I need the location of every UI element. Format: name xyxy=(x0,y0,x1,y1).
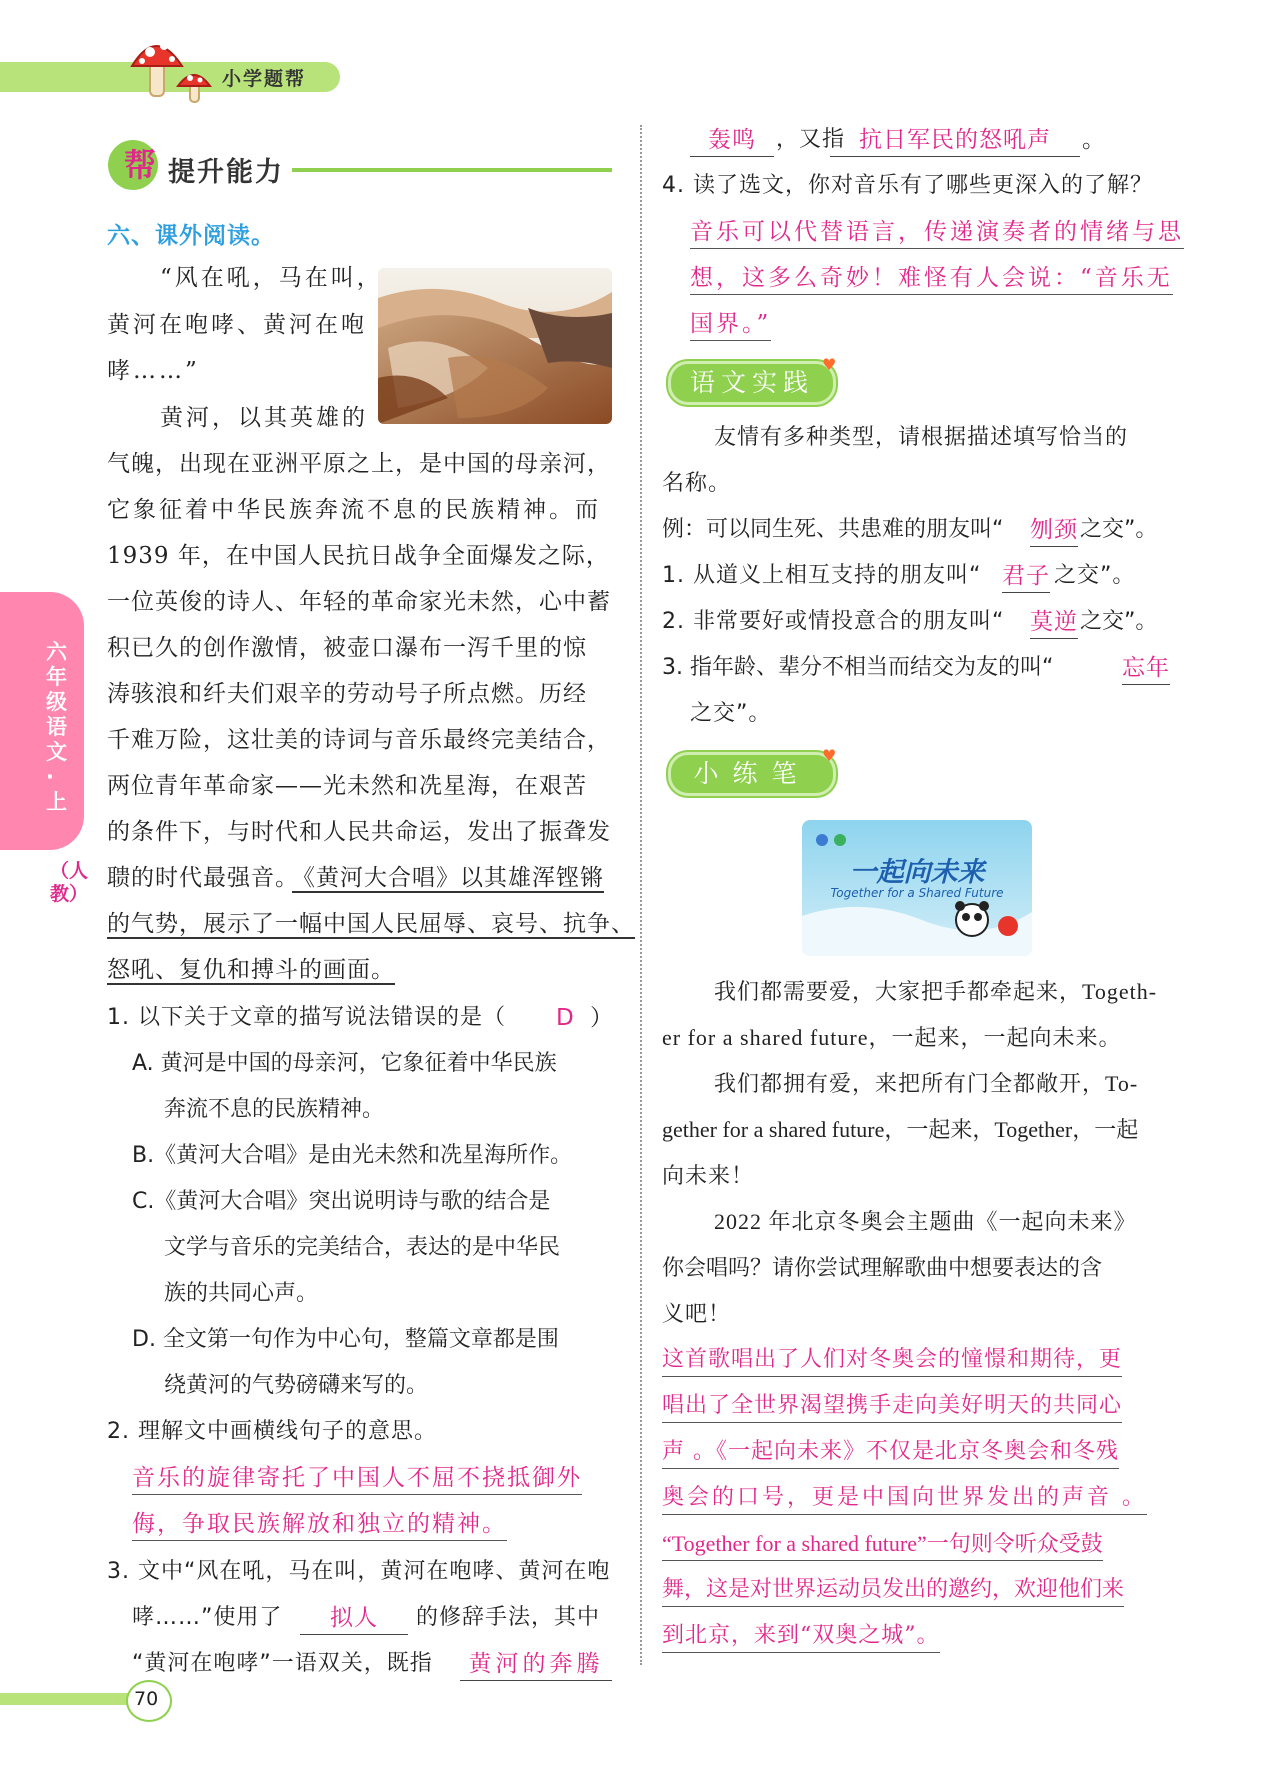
practice-item-answer: 君子 xyxy=(1002,560,1050,593)
practice-item-end: 之交”。 xyxy=(1080,609,1158,634)
writing-answer: 声 。《一起向未来》不仅是北京冬奥会和冬残 xyxy=(662,1436,1119,1469)
q1-option-b: B.《黄河大合唱》是由光未然和冼星海所作。 xyxy=(132,1143,573,1168)
reading-line: 两位青年革命家——光未然和冼星海，在艰苦 xyxy=(107,773,587,799)
q3-blank-meaning2: 抗日军民的怒吼声 xyxy=(830,124,1080,157)
reading-line: 一位英俊的诗人、年轻的革命家光未然，心中蓄 xyxy=(107,589,611,615)
column-divider xyxy=(640,125,642,1665)
practice-example-answer: 刎颈 xyxy=(1030,514,1078,547)
writing-prompt: 2022 年北京冬奥会主题曲《一起向未来》 xyxy=(714,1209,1137,1234)
q3-line: ，又指 xyxy=(776,127,846,152)
q3-line: “黄河在咆哮”一语双关，既指 xyxy=(132,1651,433,1676)
reading-line: 哮……” xyxy=(107,358,200,384)
q3-line: 3. 文中“风在吼，马在叫，黄河在咆哮、黄河在咆 xyxy=(107,1559,611,1584)
reading-heading: 六、课外阅读。 xyxy=(107,223,275,249)
reading-line: 黄河在咆哮、黄河在咆 xyxy=(107,312,367,338)
q3-line: 哮……”使用了 xyxy=(132,1605,283,1630)
practice-item-end: 之交”。 xyxy=(1054,563,1136,588)
lyrics-line: 我们都需要爱，大家把手都牵起来，Togeth- xyxy=(714,979,1158,1004)
practice-example-end: 之交”。 xyxy=(1080,517,1158,542)
q3-blank-meaning1: 黄河的奔腾 xyxy=(460,1648,612,1681)
lyrics-line: er for a shared future，一起来，一起向未来。 xyxy=(662,1025,1122,1050)
q1-option-a: 奔流不息的民族精神。 xyxy=(164,1097,385,1122)
reading-line: 千难万险，这壮美的诗词与音乐最终完美结合， xyxy=(107,727,611,753)
reading-line: 黄河，以其英雄的 xyxy=(160,405,368,431)
q1-option-d: D. 全文第一句作为中心句，整篇文章都是围 xyxy=(132,1327,559,1352)
reading-line: 涛骇浪和纤夫们艰辛的劳动号子所点燃。历经 xyxy=(107,681,587,707)
side-tab-edition: （人教） xyxy=(50,860,89,905)
writing-answer: 唱出了全世界渴望携手走向美好明天的共同心 xyxy=(662,1390,1122,1423)
practice-intro: 友情有多种类型，请根据描述填写恰当的 xyxy=(714,425,1129,450)
brand-label: 小学题帮 xyxy=(222,68,307,90)
section-badge-char: 帮 xyxy=(124,146,157,184)
yellow-river-photo xyxy=(378,268,612,424)
q1-stem: 1. 以下关于文章的描写说法错误的是（ xyxy=(107,1005,506,1030)
q3-blank-meaning1-cont: 轰鸣 xyxy=(690,124,774,157)
practice-example: 例：可以同生死、共患难的朋友叫“ xyxy=(662,517,1004,542)
section-title: 提升能力 xyxy=(168,157,284,188)
heart-icon: ♥ xyxy=(822,746,837,765)
q1-option-c: 文学与音乐的完美结合，表达的是中华民 xyxy=(164,1235,561,1260)
q3-line-end: 。 xyxy=(1082,127,1106,153)
practice-item-answer: 莫逆 xyxy=(1030,606,1078,639)
writing-answer: 到北京，来到“双奥之城”。 xyxy=(662,1620,940,1653)
writing-answer: “Together for a shared future”一句则令听众受鼓 xyxy=(662,1528,1103,1561)
q1-option-c: 族的共同心声。 xyxy=(164,1281,319,1306)
writing-answer: 这首歌唱出了人们对冬奥会的憧憬和期待，更 xyxy=(662,1344,1122,1377)
lyrics-line: 向未来！ xyxy=(662,1163,755,1188)
writing-prompt: 义吧！ xyxy=(662,1301,732,1326)
reading-line: 聩的时代最强音。 xyxy=(107,865,299,891)
q1-option-a: A. 黄河是中国的母亲河，它象征着中华民族 xyxy=(132,1051,557,1076)
reading-line: 它象征着中华民族奔流不息的民族精神。而 xyxy=(107,497,601,523)
underlined-sentence: 怒吼、复仇和搏斗的画面。 xyxy=(107,957,395,983)
q3-blank-rhetoric: 拟人 xyxy=(300,1602,408,1635)
heart-icon: ♥ xyxy=(822,355,837,374)
practice-item: 2. 非常要好或情投意合的朋友叫“ xyxy=(662,609,1005,634)
section-rule xyxy=(292,168,612,172)
q2-answer: 侮，争取民族解放和独立的精神。 xyxy=(132,1508,507,1541)
reading-line: 1939 年，在中国人民抗日战争全面爆发之际， xyxy=(107,543,610,569)
reading-line: 的条件下，与时代和人民共命运，发出了振聋发 xyxy=(107,819,611,845)
writing-prompt: 你会唱吗？请你尝试理解歌曲中想要表达的含 xyxy=(662,1255,1103,1280)
q2-answer: 音乐的旋律寄托了中国人不屈不挠抵御外 xyxy=(132,1462,582,1495)
q4-answer: 音乐可以代替语言，传递演奏者的情绪与思 xyxy=(690,216,1184,249)
q2-stem: 2. 理解文中画横线句子的意思。 xyxy=(107,1419,437,1444)
practice-badge: 语文实践 xyxy=(668,361,836,405)
q1-option-c: C.《黄河大合唱》突出说明诗与歌的结合是 xyxy=(132,1189,551,1214)
page-number: 70 xyxy=(134,1688,159,1710)
q4-answer: 国界。” xyxy=(690,308,771,341)
writing-answer: 舞，这是对世界运动员发出的邀约，欢迎他们来 xyxy=(662,1574,1124,1607)
practice-item: 3. 指年龄、辈分不相当而结交为友的叫“ xyxy=(662,655,1054,680)
olympic-poster xyxy=(802,820,1032,956)
practice-item: 1. 从道义上相互支持的朋友叫“ xyxy=(662,563,982,588)
lyrics-line: gether for a shared future，一起来，Together，一起 xyxy=(662,1117,1139,1142)
practice-item-end: 之交”。 xyxy=(690,701,772,726)
side-tab-title: 六年级语文·上 xyxy=(46,640,67,814)
reading-line: 气魄，出现在亚洲平原之上，是中国的母亲河， xyxy=(107,451,611,477)
underlined-sentence: 《黄河大合唱》以其雄浑铿锵 xyxy=(292,865,604,891)
lyrics-line: 我们都拥有爱，来把所有门全都敞开，To- xyxy=(714,1071,1139,1096)
mushroom-icon xyxy=(128,30,218,110)
q1-option-d: 绕黄河的气势磅礴来写的。 xyxy=(164,1373,429,1398)
q4-stem: 4. 读了选文，你对音乐有了哪些更深入的了解？ xyxy=(662,173,1153,198)
writing-answer: 奥会的口号，更是中国向世界发出的声音 。 xyxy=(662,1482,1147,1515)
q1-answer: D xyxy=(556,1005,575,1031)
poster-title: 一起向未来 xyxy=(849,857,985,888)
practice-item-answer: 忘年 xyxy=(1122,652,1170,685)
underlined-sentence: 的气势，展示了一幅中国人民屈辱、哀号、抗争、 xyxy=(107,911,635,937)
q3-line: 的修辞手法，其中 xyxy=(416,1605,601,1630)
reading-line: “风在吼，马在叫， xyxy=(160,265,383,291)
poster-subtitle: Together for a Shared Future xyxy=(830,886,1004,900)
q4-answer: 想，这多么奇妙！难怪有人会说：“音乐无 xyxy=(690,262,1173,295)
writing-badge: 小练笔 xyxy=(668,752,836,796)
q1-stem-close: ） xyxy=(590,1005,614,1031)
reading-line: 积已久的创作激情，被壶口瀑布一泻千里的惊 xyxy=(107,635,587,661)
practice-intro: 名称。 xyxy=(662,471,732,496)
